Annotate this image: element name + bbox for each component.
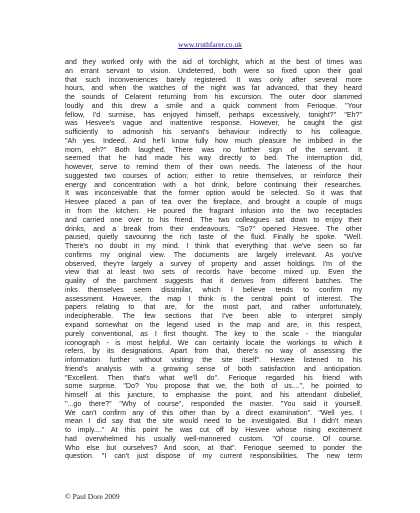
- text-line: sufficiently to admonish his servant's behaviour indirectly to his colleague.: [65, 128, 362, 137]
- text-line: and carried one over to his friend. The two colleagues sat down to enjoy their: [65, 215, 362, 224]
- body-text: [65, 58, 362, 461]
- text-line: and they worked only with the aid of torchlight, which at the best of times was: [65, 58, 362, 66]
- text-line: morn, eh?" Both laughed. There was no further sign of the servant. It: [65, 145, 362, 154]
- text-line: quality of the parchment suggests that it derives from different batches. The: [65, 277, 362, 286]
- text-line: mean I did say that the site would need to be investigated. But I didn't mean: [65, 417, 362, 426]
- text-line: that such inconveniences barely registered. It was only after several more: [65, 75, 362, 84]
- text-line: purely conventional, as I first thought. The key to the scale - the triangular: [65, 329, 362, 338]
- text-line: view that at least two sets of records have become mixed up. Even the: [65, 268, 362, 277]
- text-line: seemed that he had made his way directly to bed. The interruption did,: [65, 154, 362, 163]
- text-line: "...go there?" "Why of course", responded the master. "You said it yourself.: [65, 399, 362, 408]
- text-line: We can't confirm any of this other than by a direct examination". "Well yes. I: [65, 408, 362, 417]
- text-line: indecipherable. The few sections that I've been able to interpret simply: [65, 312, 362, 321]
- text-line: expand somewhat on the legend used in the map and are, in this respect,: [65, 320, 362, 329]
- website-link[interactable]: www.truthfarer.co.uk: [178, 40, 242, 49]
- text-line: information further without visiting the site itself". Hesvee listened to his: [65, 356, 362, 365]
- text-line: inks themselves seem dissimilar, which I believe tends to confirm my: [65, 285, 362, 294]
- text-line: loudly and this drew a smile and a quick comment from Ferioque. "Your: [65, 101, 362, 110]
- text-line: hours, and when the watches of the night was far advanced, that they heard: [65, 84, 362, 93]
- text-line: "Excellent. Then that's what we'll do". Ferioque regarded his friend with: [65, 373, 362, 382]
- text-line: Who else but ourselves? And soon, at that". Ferioque seemed to ponder the: [65, 443, 362, 452]
- text-line: himself at this juncture, to emphasise the point, and his attendant disbelief,: [65, 391, 362, 400]
- text-line: fellow, I'd surmise, has enjoyed himself, perhaps excessively, tonight?" "Eh?": [65, 110, 362, 119]
- text-line: papers relating to that are, for the most part, and rather unfortunately,: [65, 303, 362, 312]
- text-line: There's no doubt in my mind. I think that everything that we've seen so far: [65, 242, 362, 251]
- text-line: some surprise. "Do? You propose that we, the both of us....", he pointed to: [65, 382, 362, 391]
- text-line: to imply...." At this point he was cut off by Hesvee whose rising excitement: [65, 426, 362, 435]
- text-line: observed, they're largely a survey of property and asset holdings. I'm of the: [65, 259, 362, 268]
- text-line: Hesvee placed a pan of tea over the fireplace, and brought a couple of mugs: [65, 198, 362, 207]
- text-line: energy and concentration with a hot drink, before continuing their researches.: [65, 180, 362, 189]
- text-line: an errant servant to vision. Undeterred, both were so fixed upon their goal: [65, 66, 362, 75]
- text-line: assessment. However, the map I think is the central point of interest. The: [65, 294, 362, 303]
- text-line: the sounds of Celarent returning from his excursion. The outer door slammed: [65, 93, 362, 102]
- text-line: however, serve to remind them of their own needs. The lateness of the hour: [65, 163, 362, 172]
- text-line: friend's analysis with a growing sense of both satisfaction and anticipation.: [65, 364, 362, 373]
- text-line: was Hesvee's vague and inattentive response. However, he caught the gist: [65, 119, 362, 128]
- text-line: question. "I can't just dispose of my current responsibilities. The new term: [65, 452, 362, 461]
- text-line: "Ah yes. Indeed. And he'll know fully how much pleasure he imbibed in the: [65, 136, 362, 145]
- text-line: paused, quietly savouring the rich taste of the fluid. Finally he spoke. "Well.: [65, 233, 362, 242]
- text-line: It was inconceivable that the former option would be selected. So it was that: [65, 189, 362, 198]
- text-line: drinks, and a break from their endeavours. "So?" opened Hesvee. The other: [65, 224, 362, 233]
- text-line: refers, by its designations. Apart from that, there's no way of assessing the: [65, 347, 362, 356]
- text-line: confirms my original view. The documents are largely irrelevant. As you've: [65, 250, 362, 259]
- copyright-footer: © Paul Dore 2009: [65, 492, 120, 501]
- text-line: iconograph - is most helpful. We can certainly locate the workings to which it: [65, 338, 362, 347]
- text-line: in from the kitchen. He poured the fragrant infusion into the two receptacles: [65, 207, 362, 216]
- text-line: had overwhelmed his usually well-mannered custom. "Of course. Of course.: [65, 434, 362, 443]
- text-line: suggested two courses of action; either to retire themselves, or reinforce their: [65, 171, 362, 180]
